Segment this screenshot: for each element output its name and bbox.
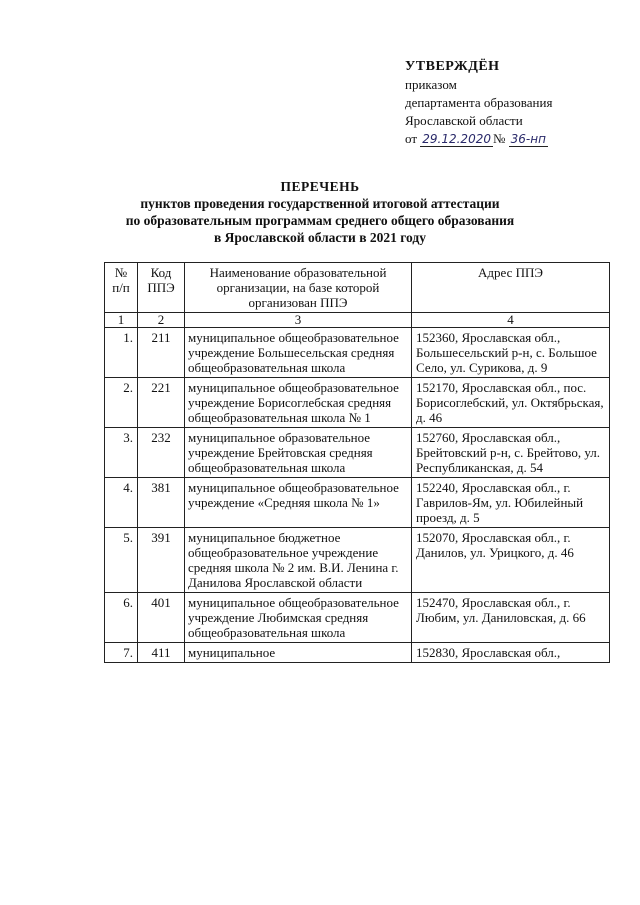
table-row: [105, 593, 610, 643]
order-date-number-line: [405, 130, 630, 148]
header-num: № п/п: [105, 263, 138, 313]
row-num: 3.: [105, 428, 138, 478]
row-code: 232: [138, 428, 185, 478]
index-cell: 2: [138, 313, 185, 328]
row-num: 2.: [105, 378, 138, 428]
row-address: 152170, Ярославская обл., пос. Борисоглебский, ул. Октябрьская, д. 46: [412, 378, 610, 428]
approval-stamp-block: [405, 58, 630, 148]
row-name: муниципальное: [185, 643, 412, 663]
row-address: 152070, Ярославская обл., г. Данилов, ул. Урицкого, д. 46: [412, 528, 610, 593]
row-num: 4.: [105, 478, 138, 528]
row-code: 381: [138, 478, 185, 528]
approved-heading: УТВЕРЖДЁН: [405, 59, 500, 74]
index-cell: 4: [412, 313, 610, 328]
row-address: 152360, Ярославская обл., Большесельский р-н, с. Большое Село, ул. Сурикова, д. 9: [412, 328, 610, 378]
header-code: Код ППЭ: [138, 263, 185, 313]
row-code: 411: [138, 643, 185, 663]
row-name: муниципальное общеобразовательное учреждение Борисоглебская средняя общеобразовательная школа № 1: [185, 378, 412, 428]
approval-line-department: департамента образования: [405, 95, 553, 110]
table-row: [105, 328, 610, 378]
row-name: муниципальное бюджетное общеобразовательное учреждение средняя школа № 2 им. В.И. Ленина г. Данилова Ярославской области: [185, 528, 412, 593]
title-main: ПЕРЕЧЕНЬ: [280, 179, 360, 194]
row-code: 391: [138, 528, 185, 593]
title-line-3: в Ярославской области в 2021 году: [214, 230, 426, 245]
table-row: [105, 378, 610, 428]
row-name: муниципальное общеобразовательное учреждение Большесельская средняя общеобразовательная школа: [185, 328, 412, 378]
exam-points-table: [104, 262, 610, 663]
number-label: №: [492, 131, 506, 146]
table-row: [105, 528, 610, 593]
row-num: 7.: [105, 643, 138, 663]
handwritten-date: 29.12.2020: [422, 132, 491, 146]
approval-line-order: приказом: [405, 77, 457, 92]
table-row: [105, 478, 610, 528]
table-header-row: [105, 263, 610, 313]
header-address: Адрес ППЭ: [412, 263, 610, 313]
index-cell: 1: [105, 313, 138, 328]
document-title: [90, 178, 550, 246]
row-address: 152760, Ярославская обл., Брейтовский р-н, с. Брейтово, ул. Республиканская, д. 54: [412, 428, 610, 478]
index-cell: 3: [185, 313, 412, 328]
table-row: [105, 643, 610, 663]
row-code: 221: [138, 378, 185, 428]
row-code: 211: [138, 328, 185, 378]
title-line-2: по образовательным программам среднего общего образования: [125, 213, 515, 228]
row-address: 152240, Ярославская обл., г. Гаврилов-Ям, ул. Юбилейный проезд, д. 5: [412, 478, 610, 528]
from-label: от: [405, 131, 418, 146]
row-address: 152470, Ярославская обл., г. Любим, ул. Даниловская, д. 66: [412, 593, 610, 643]
row-num: 1.: [105, 328, 138, 378]
row-name: муниципальное образовательное учреждение Брейтовская средняя общеобразовательная школа: [185, 428, 412, 478]
row-num: 6.: [105, 593, 138, 643]
row-code: 401: [138, 593, 185, 643]
approval-line-region: Ярославской области: [405, 113, 523, 128]
handwritten-number: 36-нп: [510, 132, 546, 146]
row-name: муниципальное общеобразовательное учреждение Любимская средняя общеобразовательная школа: [185, 593, 412, 643]
table-index-row: [105, 313, 610, 328]
row-num: 5.: [105, 528, 138, 593]
row-address: 152830, Ярославская обл.,: [412, 643, 610, 663]
header-name: Наименование образовательной организации, на базе которой организован ППЭ: [185, 263, 412, 313]
title-line-1: пунктов проведения государственной итоговой аттестации: [140, 196, 500, 211]
row-name: муниципальное общеобразовательное учреждение «Средняя школа № 1»: [185, 478, 412, 528]
table-row: [105, 428, 610, 478]
